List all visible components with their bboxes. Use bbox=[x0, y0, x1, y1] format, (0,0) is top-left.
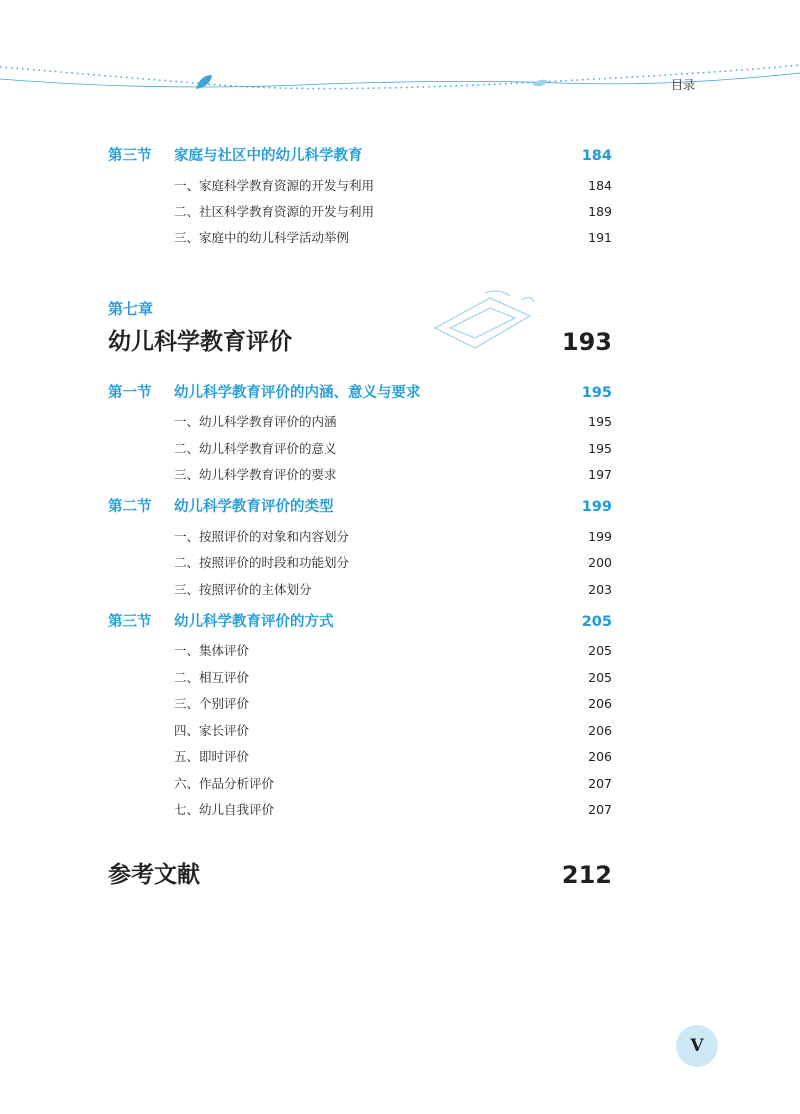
item-title: 三、幼儿科学教育评价的要求 bbox=[174, 467, 337, 482]
toc-item[interactable] bbox=[108, 228, 612, 248]
toc-item[interactable] bbox=[108, 747, 612, 767]
item-page: 203 bbox=[588, 582, 612, 597]
item-title: 一、幼儿科学教育评价的内涵 bbox=[174, 414, 337, 429]
toc-item[interactable] bbox=[108, 527, 612, 547]
section-page: 195 bbox=[581, 385, 612, 401]
section-title: 幼儿科学教育评价的内涵、意义与要求 bbox=[174, 385, 421, 401]
header-label: 目录 bbox=[671, 78, 696, 92]
item-page: 206 bbox=[588, 749, 612, 764]
item-page: 195 bbox=[588, 441, 612, 456]
toc-item[interactable] bbox=[108, 202, 612, 222]
item-title: 一、集体评价 bbox=[174, 643, 250, 658]
section-number: 第一节 bbox=[108, 385, 152, 401]
item-title: 二、社区科学教育资源的开发与利用 bbox=[174, 204, 375, 219]
item-title: 三、家庭中的幼儿科学活动举例 bbox=[174, 230, 350, 245]
item-title: 二、按照评价的时段和功能划分 bbox=[174, 555, 350, 570]
item-page: 205 bbox=[588, 643, 612, 658]
item-title: 一、家庭科学教育资源的开发与利用 bbox=[174, 178, 375, 193]
item-page: 200 bbox=[588, 555, 612, 570]
item-title: 三、个别评价 bbox=[174, 696, 250, 711]
item-title: 四、家长评价 bbox=[174, 723, 250, 738]
toc-item[interactable] bbox=[108, 668, 612, 688]
toc-item[interactable] bbox=[108, 176, 612, 196]
chapter-label: 第七章 bbox=[108, 300, 154, 318]
section-number: 第二节 bbox=[108, 499, 152, 515]
item-title: 五、即时评价 bbox=[174, 749, 250, 764]
section-page: 199 bbox=[581, 499, 612, 515]
item-page: 191 bbox=[588, 230, 612, 245]
page-number-badge: V bbox=[676, 1025, 718, 1067]
toc-item[interactable] bbox=[108, 800, 612, 820]
toc-section[interactable] bbox=[108, 382, 612, 404]
chapter-title: 幼儿科学教育评价 bbox=[108, 329, 292, 355]
leaf-icon-small bbox=[532, 80, 548, 87]
toc-item[interactable] bbox=[108, 465, 612, 485]
references-title: 参考文献 bbox=[108, 862, 200, 888]
item-page: 189 bbox=[588, 204, 612, 219]
item-title: 六、作品分析评价 bbox=[174, 776, 275, 791]
item-page: 207 bbox=[588, 776, 612, 791]
chapter-page: 193 bbox=[561, 328, 612, 356]
toc-item[interactable] bbox=[108, 774, 612, 794]
references-page: 212 bbox=[561, 861, 612, 889]
toc-item[interactable] bbox=[108, 641, 612, 661]
toc-item[interactable] bbox=[108, 721, 612, 741]
toc-item[interactable] bbox=[108, 694, 612, 714]
item-page: 206 bbox=[588, 696, 612, 711]
item-title: 三、按照评价的主体划分 bbox=[174, 582, 312, 597]
item-page: 206 bbox=[588, 723, 612, 738]
item-page: 199 bbox=[588, 529, 612, 544]
item-page: 207 bbox=[588, 802, 612, 817]
section-title: 幼儿科学教育评价的类型 bbox=[174, 499, 334, 515]
item-title: 二、相互评价 bbox=[174, 670, 250, 685]
toc-section[interactable] bbox=[108, 611, 612, 633]
chapter-heading[interactable] bbox=[108, 325, 612, 359]
section-page: 184 bbox=[581, 148, 612, 164]
section-number: 第三节 bbox=[108, 614, 152, 630]
toc-item[interactable] bbox=[108, 553, 612, 573]
item-title: 七、幼儿自我评价 bbox=[174, 802, 275, 817]
toc-item[interactable] bbox=[108, 439, 612, 459]
item-page: 197 bbox=[588, 467, 612, 482]
item-page: 195 bbox=[588, 414, 612, 429]
item-page: 205 bbox=[588, 670, 612, 685]
toc-section[interactable] bbox=[108, 145, 612, 167]
toc-item[interactable] bbox=[108, 412, 612, 432]
section-title: 家庭与社区中的幼儿科学教育 bbox=[174, 148, 363, 164]
section-title: 幼儿科学教育评价的方式 bbox=[174, 614, 334, 630]
toc-section[interactable] bbox=[108, 496, 612, 518]
item-title: 一、按照评价的对象和内容划分 bbox=[174, 529, 350, 544]
section-page: 205 bbox=[581, 614, 612, 630]
references-heading[interactable] bbox=[108, 858, 612, 892]
toc-item[interactable] bbox=[108, 580, 612, 600]
item-page: 184 bbox=[588, 178, 612, 193]
section-number: 第三节 bbox=[108, 148, 152, 164]
item-title: 二、幼儿科学教育评价的意义 bbox=[174, 441, 337, 456]
